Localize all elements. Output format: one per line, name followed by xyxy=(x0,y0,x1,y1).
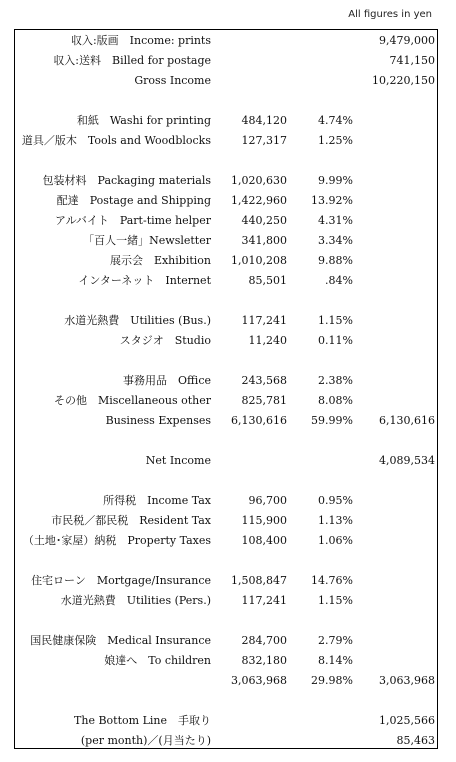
table-row xyxy=(15,72,439,89)
row-label: 住宅ローン Mortgage/Insurance xyxy=(31,574,211,587)
row-label: 配達 Postage and Shipping xyxy=(56,194,211,207)
table-row xyxy=(15,212,439,229)
row-amount: 243,568 xyxy=(241,374,287,387)
table-row xyxy=(15,232,439,249)
row-percent: 0.95% xyxy=(318,494,353,507)
row-amount: 117,241 xyxy=(241,594,287,607)
row-percent: 1.06% xyxy=(318,534,353,547)
row-label: 水道光熱費 Utilities (Pers.) xyxy=(60,594,211,607)
row-amount: 1,508,847 xyxy=(231,574,287,587)
table-row xyxy=(15,732,439,749)
row-amount: 825,781 xyxy=(241,394,287,407)
table-row xyxy=(15,112,439,129)
currency-note: All figures in yen xyxy=(348,9,432,20)
row-label: The Bottom Line 手取り xyxy=(74,714,211,727)
row-label: (per month)／(月当たり) xyxy=(80,734,211,747)
row-amount: 440,250 xyxy=(241,214,287,227)
row-label: 「百人一緒」Newsletter xyxy=(83,234,211,247)
row-total: 741,150 xyxy=(389,54,435,67)
table-row xyxy=(15,512,439,529)
row-label: 水道光熱費 Utilities (Bus.) xyxy=(64,314,211,327)
row-amount: 85,501 xyxy=(248,274,287,287)
row-percent: 9.99% xyxy=(318,174,353,187)
row-amount: 832,180 xyxy=(241,654,287,667)
row-label: スタジオ Studio xyxy=(119,334,211,347)
table-row xyxy=(15,312,439,329)
table-row xyxy=(15,412,439,429)
row-total: 3,063,968 xyxy=(379,674,435,687)
row-label: 和紙 Washi for printing xyxy=(76,114,211,127)
row-percent: .84% xyxy=(325,274,353,287)
row-percent: 9.88% xyxy=(318,254,353,267)
row-label: 収入:版画 Income: prints xyxy=(70,34,211,47)
table-row xyxy=(15,452,439,469)
table-row xyxy=(15,272,439,289)
row-label: Gross Income xyxy=(134,74,211,87)
row-percent: 4.31% xyxy=(318,214,353,227)
table-row xyxy=(15,492,439,509)
row-percent: 1.15% xyxy=(318,314,353,327)
table-row xyxy=(15,132,439,149)
row-label: 所得税 Income Tax xyxy=(103,494,211,507)
row-label: 道具／版木 Tools and Woodblocks xyxy=(21,134,211,147)
table-row xyxy=(15,252,439,269)
row-amount: 127,317 xyxy=(241,134,287,147)
table-row xyxy=(15,192,439,209)
table-row xyxy=(15,52,439,69)
row-percent: 13.92% xyxy=(311,194,353,207)
row-percent: 8.14% xyxy=(318,654,353,667)
row-amount: 484,120 xyxy=(241,114,287,127)
row-amount: 1,422,960 xyxy=(231,194,287,207)
row-amount: 284,700 xyxy=(241,634,287,647)
row-amount: 115,900 xyxy=(241,514,287,527)
table-row xyxy=(15,652,439,669)
row-amount: 11,240 xyxy=(248,334,287,347)
table-row xyxy=(15,332,439,349)
row-label: （土地･家屋）納税 Property Taxes xyxy=(22,534,211,547)
row-percent: 3.34% xyxy=(318,234,353,247)
table-row xyxy=(15,172,439,189)
table-row xyxy=(15,712,439,729)
row-percent: 1.25% xyxy=(318,134,353,147)
row-percent: 2.38% xyxy=(318,374,353,387)
row-label: 包装材料 Packaging materials xyxy=(42,174,211,187)
row-total: 9,479,000 xyxy=(379,34,435,47)
row-amount: 1,020,630 xyxy=(231,174,287,187)
row-amount: 117,241 xyxy=(241,314,287,327)
row-label: 展示会 Exhibition xyxy=(109,254,211,267)
row-percent: 4.74% xyxy=(318,114,353,127)
row-amount: 108,400 xyxy=(241,534,287,547)
table-row xyxy=(15,572,439,589)
row-percent: 0.11% xyxy=(318,334,353,347)
row-total: 10,220,150 xyxy=(372,74,435,87)
row-label: 事務用品 Office xyxy=(122,374,211,387)
row-label: 収入:送料 Billed for postage xyxy=(53,54,211,67)
row-percent: 14.76% xyxy=(311,574,353,587)
row-total: 4,089,534 xyxy=(379,454,435,467)
row-percent: 2.79% xyxy=(318,634,353,647)
row-percent: 1.15% xyxy=(318,594,353,607)
row-label: その他 Miscellaneous other xyxy=(53,394,211,407)
row-label: 国民健康保険 Medical Insurance xyxy=(30,634,211,647)
row-percent: 29.98% xyxy=(311,674,353,687)
row-label: インターネット Internet xyxy=(78,274,211,287)
table-row xyxy=(15,32,439,49)
row-label: アルバイト Part-time helper xyxy=(55,214,211,227)
row-label: Net Income xyxy=(145,454,211,467)
table-row xyxy=(15,532,439,549)
row-label: 市民税／都民税 Resident Tax xyxy=(51,514,211,527)
row-total: 85,463 xyxy=(396,734,435,747)
row-total: 6,130,616 xyxy=(379,414,435,427)
table-row xyxy=(15,672,439,689)
table-row xyxy=(15,392,439,409)
row-amount: 6,130,616 xyxy=(231,414,287,427)
table-row xyxy=(15,372,439,389)
row-percent: 1.13% xyxy=(318,514,353,527)
row-amount: 96,700 xyxy=(248,494,287,507)
row-amount: 3,063,968 xyxy=(231,674,287,687)
row-total: 1,025,566 xyxy=(379,714,435,727)
row-label: Business Expenses xyxy=(105,414,211,427)
row-percent: 8.08% xyxy=(318,394,353,407)
statement-table xyxy=(14,29,438,749)
table-row xyxy=(15,592,439,609)
row-amount: 341,800 xyxy=(241,234,287,247)
table-row xyxy=(15,632,439,649)
row-amount: 1,010,208 xyxy=(231,254,287,267)
row-label: 娘達へ To children xyxy=(104,654,211,667)
row-percent: 59.99% xyxy=(311,414,353,427)
